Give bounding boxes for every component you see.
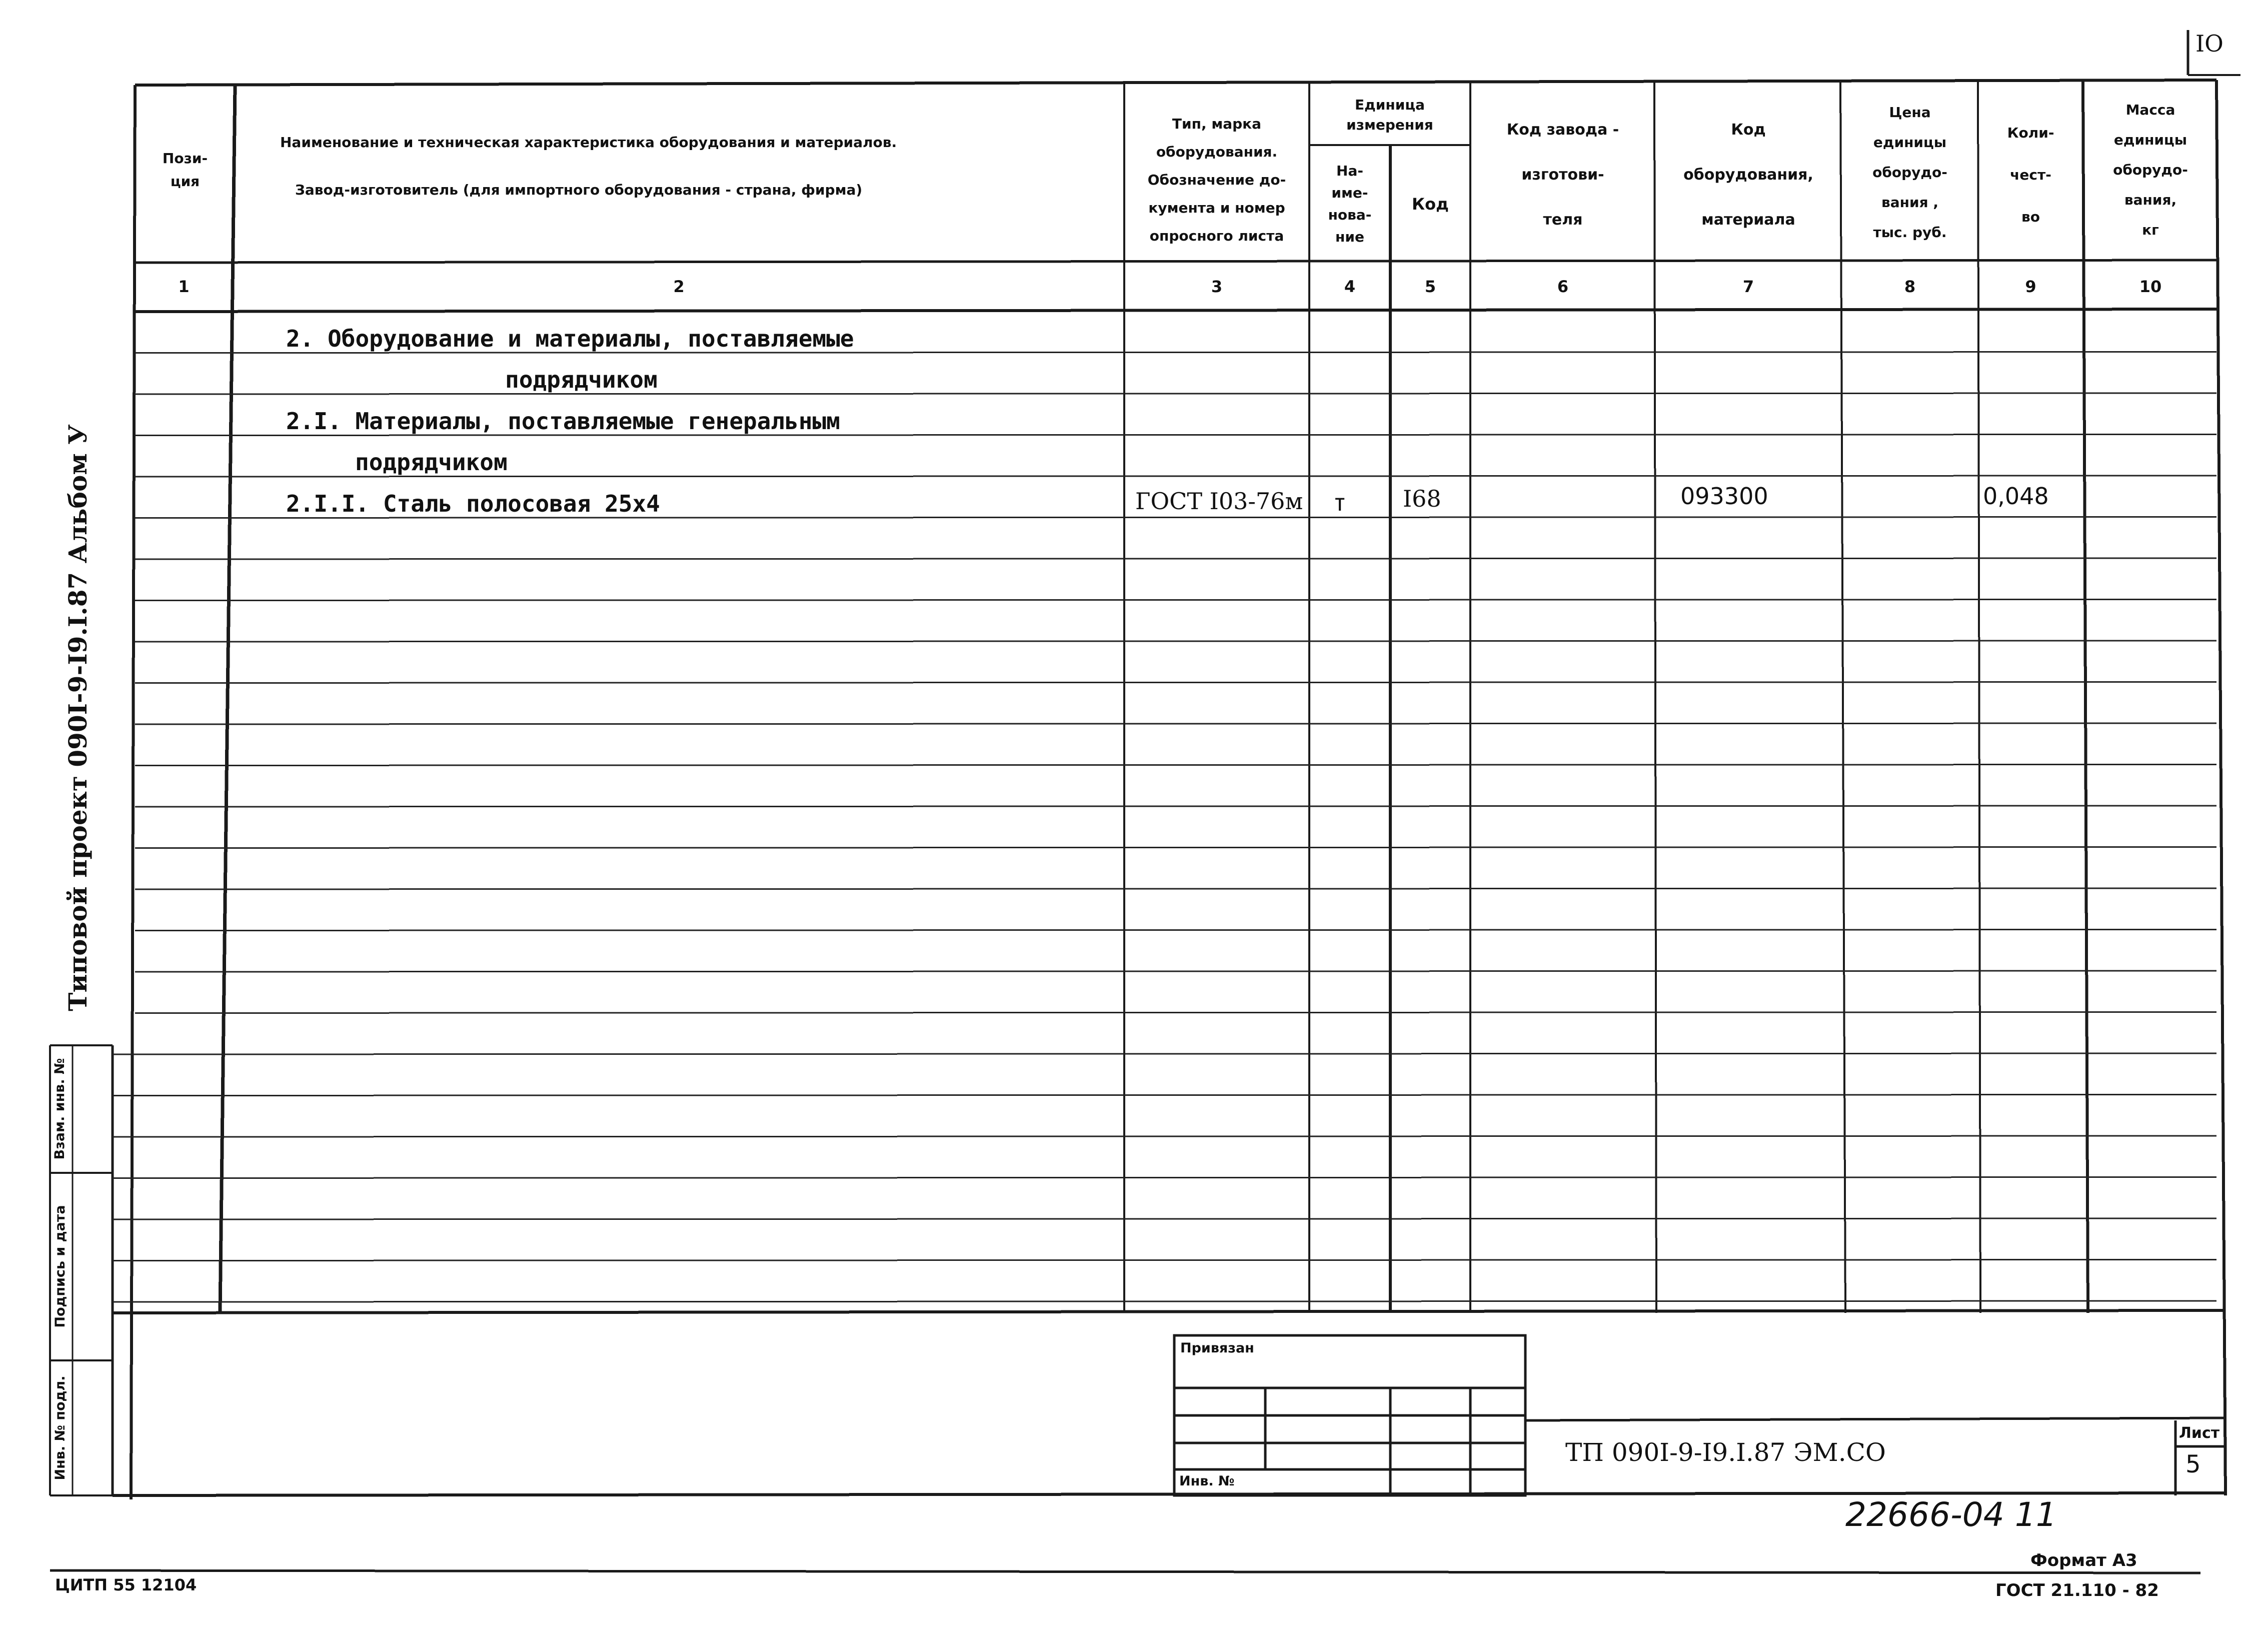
handwritten-number: 22666-04 11 (1845, 1495, 2057, 1534)
row-5-type: ГОСТ I03-76м (1135, 488, 1303, 515)
header-unit-mass: Масса единицы оборудо- вания, кг (2113, 102, 2188, 238)
header-unit-price: Цена единицы оборудо- вания , тыс. руб. (1872, 104, 1947, 241)
header-equipment-code: Код оборудования, материала (1683, 121, 1813, 229)
row-3-name: 2.I. Материалы, поставляемые генеральным (286, 408, 840, 435)
stamp-bound-label: Привязан (1180, 1340, 1254, 1356)
header-unit-code: Код (1412, 194, 1449, 214)
header-plant-code: Код завода - изготови- теля (1506, 121, 1619, 229)
header-unit-name: На- име- нова- ние (1328, 162, 1372, 245)
sheet-label: Лист (2179, 1424, 2220, 1442)
col-number-6: 6 (1557, 277, 1569, 296)
row-5-quantity: 0,048 (1983, 483, 2049, 510)
header-manufacturer: Завод-изготовитель (для импортного оборудования - страна, фирма) (295, 182, 863, 198)
col-number-9: 9 (2025, 277, 2036, 296)
row-5-name: 2.I.I. Сталь полосовая 25х4 (286, 490, 660, 517)
format-label: Формат А3 (2030, 1550, 2137, 1570)
sheet-corner-number: IO (2195, 30, 2223, 57)
print-code: ЦИТП 55 12104 (55, 1575, 197, 1594)
album-title: Типовой проект 090I-9-I9.I.87 Альбом У (63, 424, 93, 1011)
stamp-label-signature-date: Подпись и дата (52, 1205, 68, 1328)
col-number-8: 8 (1904, 277, 1916, 296)
header-type: Тип, марка оборудования. Обозначение до- кумента и номер опросного листа (1147, 116, 1286, 244)
row-4-name: подрядчиком (355, 449, 508, 476)
col-number-10: 10 (2139, 277, 2162, 296)
document-code: ТП 090I-9-I9.I.87 ЭМ.СО (1565, 1438, 1886, 1467)
stamp-label-replaced-inv: Взам. инв. № (52, 1058, 68, 1160)
header-name: Наименование и техническая характеристика оборудования и материалов. (280, 134, 897, 151)
header-position: Пози- ция (162, 150, 208, 190)
row-5-unit-code: I68 (1403, 485, 1441, 512)
col-number-7: 7 (1742, 277, 1754, 296)
stamp-inv-label: Инв. № (1179, 1473, 1235, 1489)
col-number-4: 4 (1344, 277, 1356, 296)
row-5-equipment-code: 093300 (1680, 483, 1768, 510)
header-unit-group: Единица измерения (1346, 97, 1433, 133)
sheet-number: 5 (2185, 1450, 2201, 1478)
stamp-label-original-inv: Инв. № подл. (52, 1375, 68, 1480)
header-quantity: Коли- чест- во (2007, 125, 2054, 225)
col-number-3: 3 (1211, 277, 1223, 296)
row-1-name: 2. Оборудование и материалы, поставляемые (286, 325, 854, 352)
gost-label: ГОСТ 21.110 - 82 (1995, 1580, 2159, 1600)
col-number-1: 1 (178, 277, 190, 296)
row-2-name: подрядчиком (505, 366, 658, 393)
col-number-2: 2 (673, 277, 685, 296)
col-number-5: 5 (1424, 277, 1436, 296)
row-5-unit-name: т (1333, 489, 1347, 516)
